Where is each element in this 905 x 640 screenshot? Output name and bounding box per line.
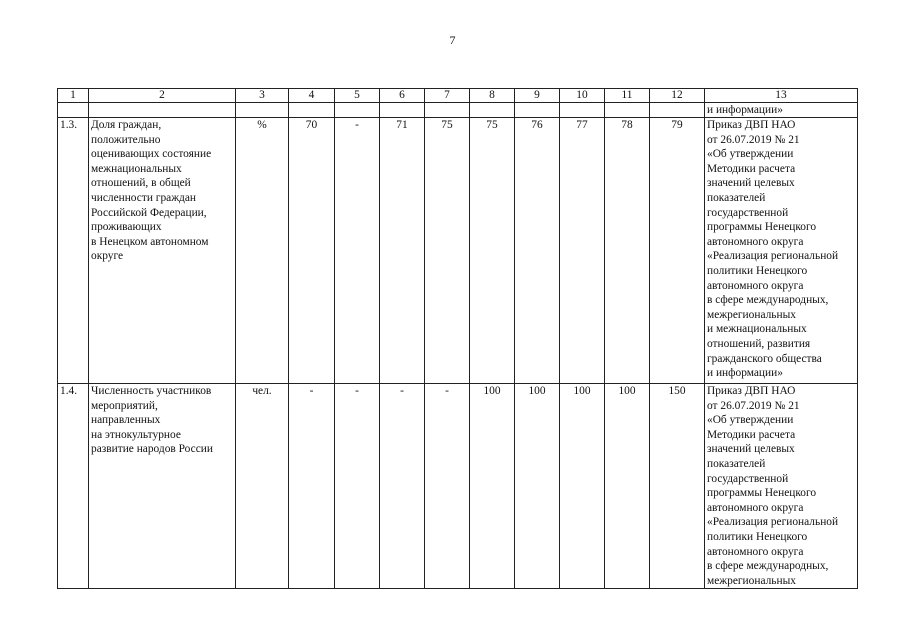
row-number: 1.3. (58, 118, 89, 384)
header-cell: 3 (236, 89, 289, 103)
header-cell: 10 (560, 89, 605, 103)
header-cell: 13 (705, 89, 858, 103)
header-cell: 9 (515, 89, 560, 103)
table-cell (515, 103, 560, 118)
header-row (58, 89, 858, 103)
header-cell: 6 (380, 89, 425, 103)
table-cell (289, 103, 335, 118)
header-cell: 12 (650, 89, 705, 103)
value-cell: 100 (470, 384, 515, 589)
table-cell (89, 103, 236, 118)
continuation-row (58, 103, 858, 118)
value-cell: 76 (515, 118, 560, 384)
unit-cell: % (236, 118, 289, 384)
value-cell: 100 (605, 384, 650, 589)
value-cell: 100 (515, 384, 560, 589)
value-cell: 75 (425, 118, 470, 384)
table-cell (58, 103, 89, 118)
indicator-name: Численность участников мероприятий, направленных на этнокультурное развитие народов России (89, 384, 236, 589)
page-number: 7 (449, 33, 456, 47)
table-cell (335, 103, 380, 118)
table-row (58, 118, 858, 384)
value-cell: 100 (560, 384, 605, 589)
header-cell: 4 (289, 89, 335, 103)
value-cell: 150 (650, 384, 705, 589)
table-cell (380, 103, 425, 118)
value-cell: - (380, 384, 425, 589)
header-cell: 1 (58, 89, 89, 103)
value-cell: 70 (289, 118, 335, 384)
value-cell: - (289, 384, 335, 589)
value-cell: 78 (605, 118, 650, 384)
indicators-table (57, 88, 858, 589)
table-row (58, 384, 858, 589)
header-cell: 11 (605, 89, 650, 103)
value-cell: 71 (380, 118, 425, 384)
row-number: 1.4. (58, 384, 89, 589)
header-cell: 2 (89, 89, 236, 103)
value-cell: - (335, 118, 380, 384)
table-cell (605, 103, 650, 118)
value-cell: 75 (470, 118, 515, 384)
value-cell: - (425, 384, 470, 589)
table-cell (650, 103, 705, 118)
table-cell (470, 103, 515, 118)
value-cell: - (335, 384, 380, 589)
table-cell (236, 103, 289, 118)
continuation-text: и информации» (705, 103, 858, 118)
source-cell: Приказ ДВП НАО от 26.07.2019 № 21 «Об утверждении Методики расчета значений целевых показателей государственной программы Ненецкого автономного округа «Реализация региональной политики Ненецкого автономного округа в сфере международных, межрегиональных (705, 384, 858, 589)
unit-cell: чел. (236, 384, 289, 589)
source-cell: Приказ ДВП НАО от 26.07.2019 № 21 «Об утверждении Методики расчета значений целевых показателей государственной программы Ненецкого автономного округа «Реализация региональной политики Ненецкого автономного округа в сфере международных, межрегиональных и межнациональных отношений, развития гражданского общества и информации» (705, 118, 858, 384)
header-cell: 8 (470, 89, 515, 103)
value-cell: 79 (650, 118, 705, 384)
table-cell (560, 103, 605, 118)
indicator-name: Доля граждан, положительно оценивающих состояние межнациональных отношений, в общей численности граждан Российской Федерации, проживающих в Ненецком автономном округе (89, 118, 236, 384)
header-cell: 7 (425, 89, 470, 103)
table-cell (425, 103, 470, 118)
header-cell: 5 (335, 89, 380, 103)
value-cell: 77 (560, 118, 605, 384)
